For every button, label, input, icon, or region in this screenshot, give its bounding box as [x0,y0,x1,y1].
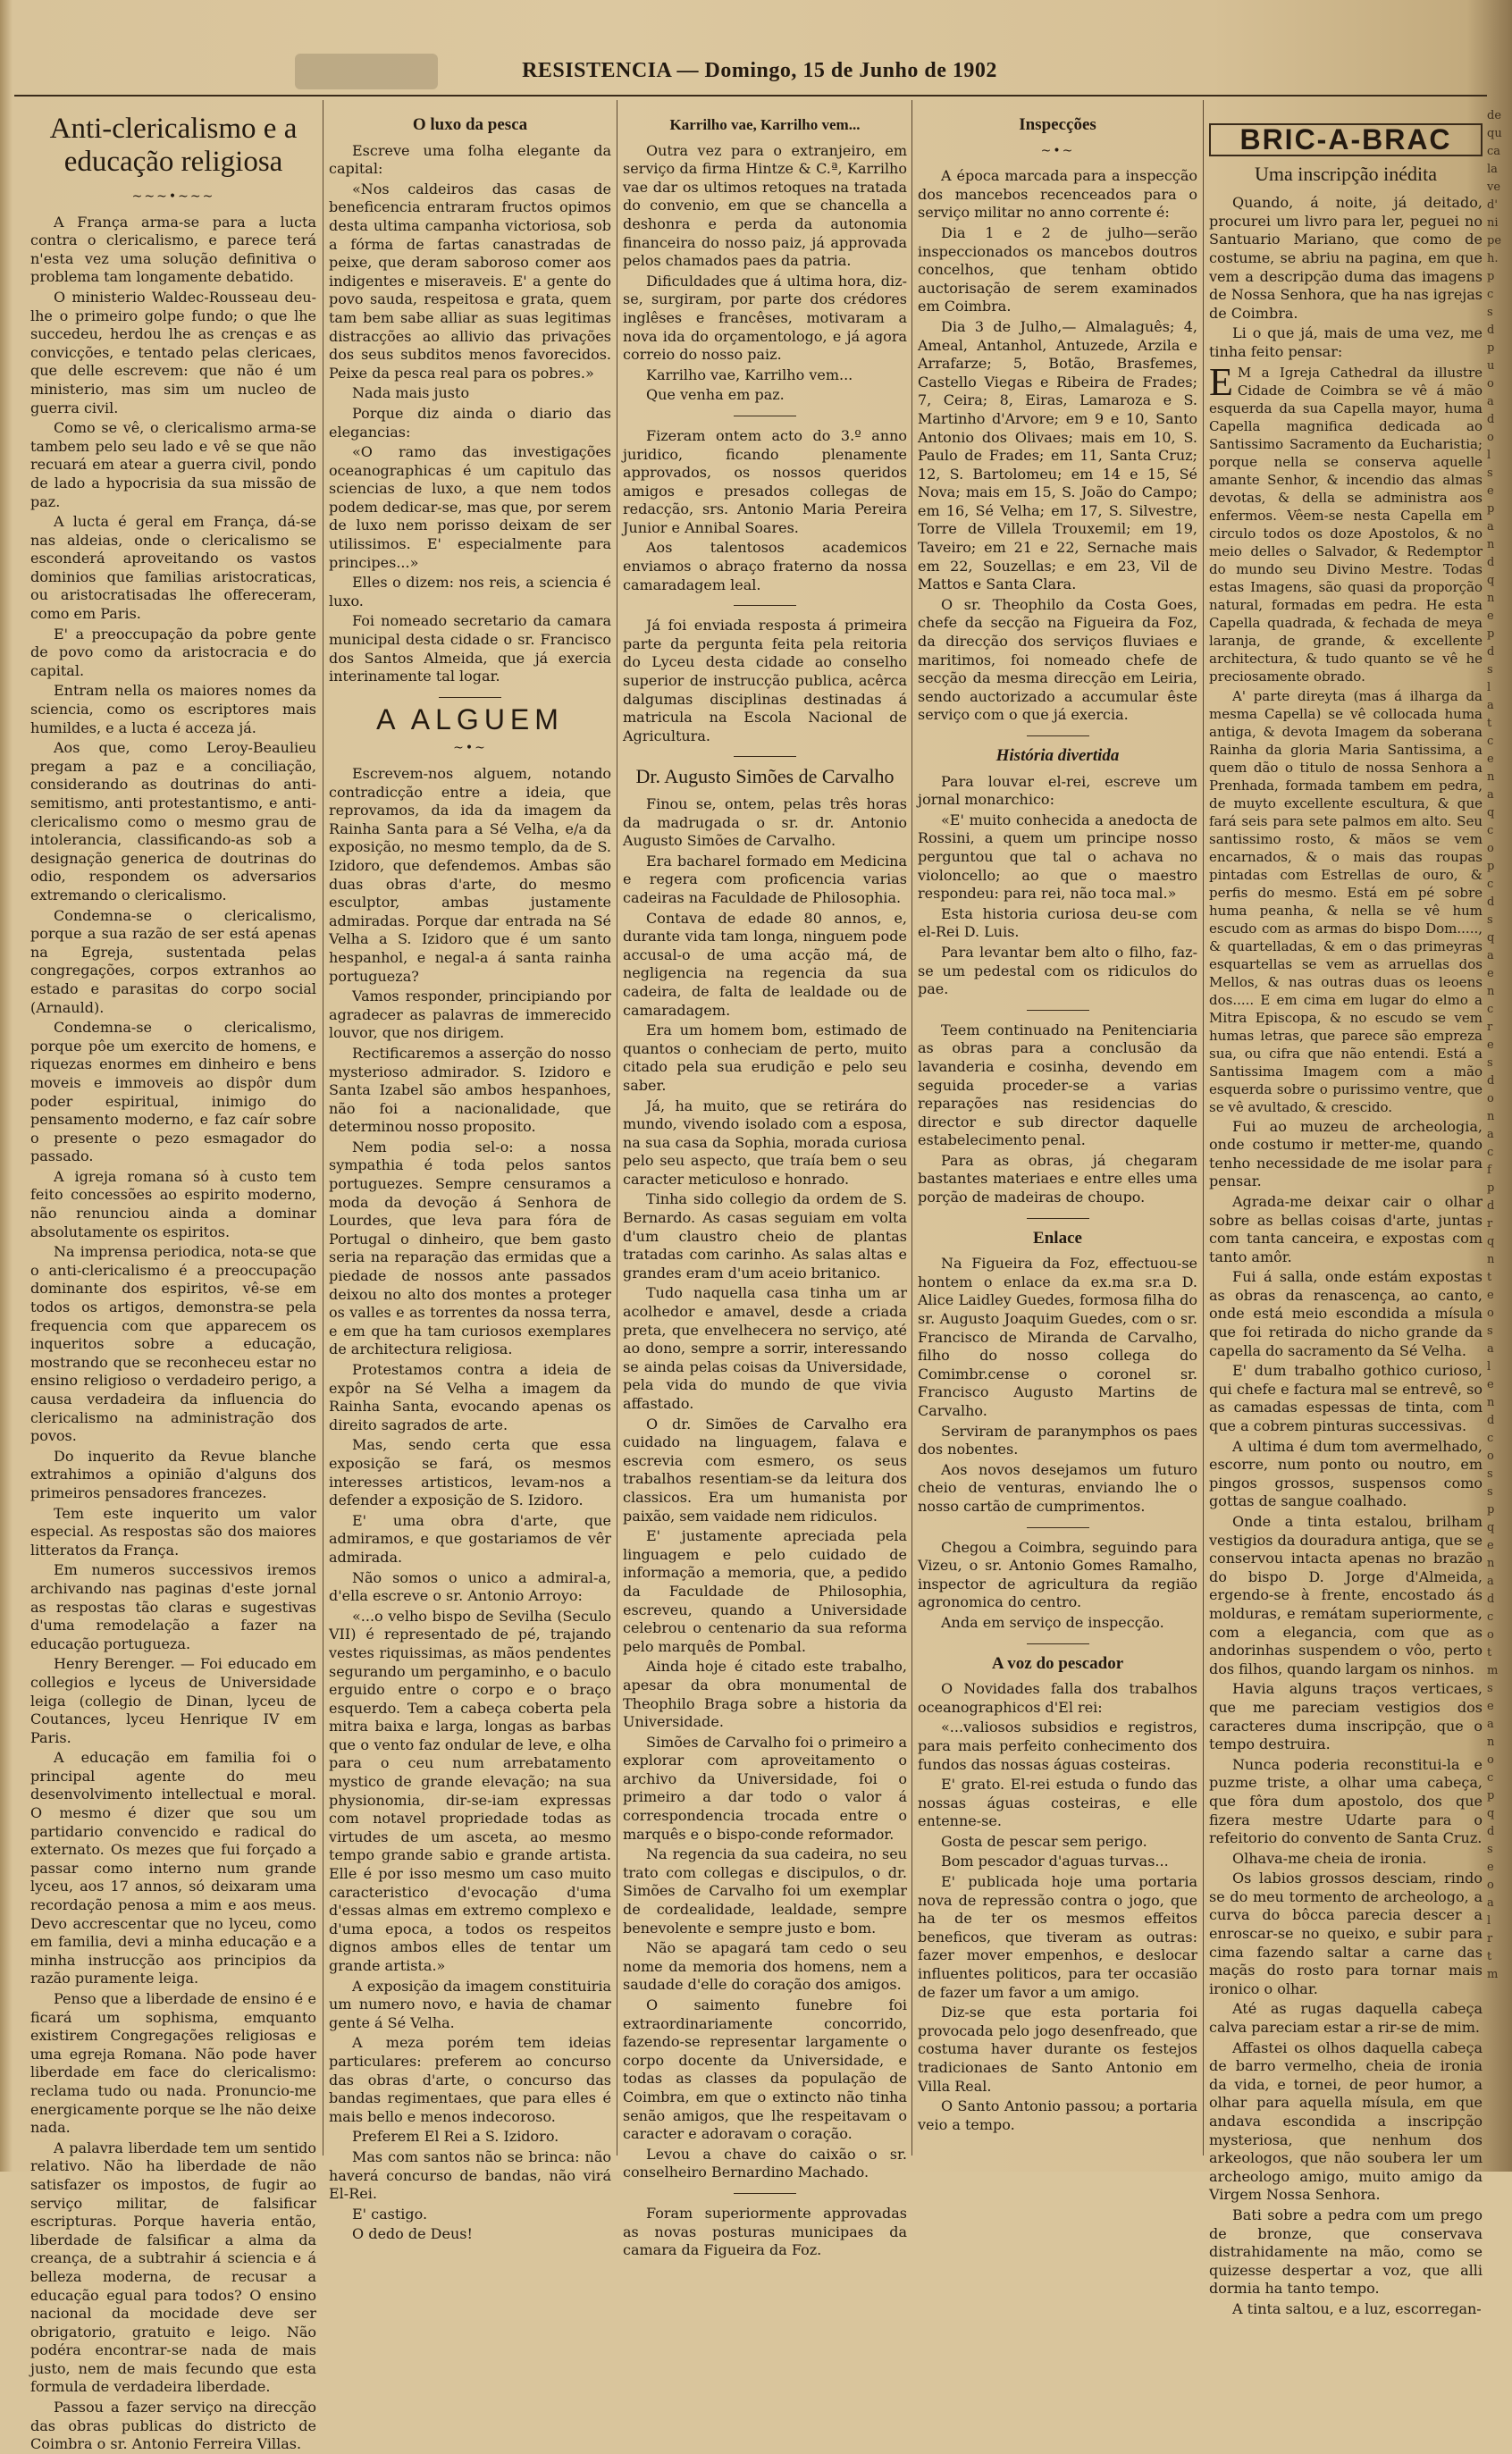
article-title: Enlace [1033,1228,1082,1248]
edge-fragment: d [1487,1414,1495,1427]
edge-fragment: o [1487,1753,1494,1767]
news-item-acto: Fizeram ontem acto do 3.º anno juridico, ficando plenamente approvados, os nossos queridos amigos e presados collegas de redacção, srs. Antonio Maria Pereira Junior e Annibal Soares. [623,426,907,536]
edge-fragment: qu [1487,127,1502,140]
edge-fragment: e [1487,1289,1494,1302]
paragraph: Rectificaremos a asserção do nosso mysterioso admirador. S. Izidoro e Santa Izabel são ambos hespanhoes, não foi a nacionalidade, que determinou nosso proposito. [329,1044,611,1136]
paragraph: «Nos caldeiros das casas de beneficencia entraram fructos opimos desta ultima campanha victoriosa, sob a fórma de fartas canastradas de peixe, que deram saboroso comer aos indigentes e miseraveis. E' a gente do povo sauda, respeitosa e grata, quem tam bem sabe alliar as suas legitimas distracções ao allivio das privações dos seus subditos menos favorecidos. Peixe da pesca real para os pobres.» [329,180,611,382]
edge-fragment: s [1487,1324,1493,1338]
column-bric-a-brac [1209,116,1483,2317]
edge-fragment: d [1487,645,1495,659]
edge-fragment: t [1487,1271,1492,1284]
paragraph: A palavra liberdade tem um sentido relativo. Não ha liberdade de não satisfazer os impostos, de fugir ao serviço militar, de falsificar escripturas. Porque haveria então, liberdade de falsificar a alma da creança, de a subtrahir á sciencia e á belleza moderna, de recusar a educação egual para todos? O ensino nacional da mocidade deve ser obrigatorio, gratuito e leigo. Não podéra encontrar-se nada de mais justo, nem de mais fecundo que esta formula de verdadeira liberdade. [30,2139,316,2396]
edge-fragment: c [1487,1146,1494,1159]
edge-fragment: e [1487,1378,1494,1391]
edge-fragment: t [1487,1950,1492,1963]
paragraph: E' justamente apreciada pela linguagem e pelo cuidado de informação a memoria, que, a pedido da Faculdade de Philosophia, escreveu, quando a Universidade celebrou o centenario da sua reforma pelo marquês de Pombal. [623,1527,907,1655]
news-item-penitenciaria: Teem continuado na Penitenciaria as obras para a conclusão da lavanderia e cosinha, devendo em seguida proceder-se a varias reparações nas residencias do director e sub director daquelle estabelecimento penal. [918,1021,1197,1149]
article-body [918,1680,1197,2134]
article-title: A voz do pescador [991,1653,1124,1673]
edge-fragment: o [1487,1092,1494,1105]
paragraph: O ministerio Waldec-Rousseau deu-lhe o primeiro golpe fundo; o que lhe succedeu, herdou lhe as crenças e as convicções, e tentado pelas clericaes, que delle escrevem: que não é um ministerio, mas sim um nucleo de guerra civil. [30,288,316,416]
quoted-passage-text: M a Igreja Cathedral da illustre Cidade de Coimbra se vê á mão esquerda da sua Capella mayor, huma Capella magnifica dedicada ao Santissimo Sacramento da Eucharistia; porque nella se conserva aquelle amante Senhor, & incendio das almas devotas, & della se administra aos enfermos. Vêem-se nesta Capella em circulo todos os doze Apostolos, & no meio delles o Salvador, & Redemptor do mundo seu Divino Mestre. Todas estas Imagens, são quasi da proporção natural, formadas em pedra. He esta Capella quadrada, & fechada de meya laranja, de grande, & excellente architectura, & tudo quanto se vê he preciosamente obrado. [1209,364,1483,685]
edge-fragment: ve [1487,181,1501,194]
edge-fragment: e [1487,484,1494,498]
quoted-passage [1209,359,1483,685]
edge-fragment: h. [1487,252,1499,265]
edge-fragment: d [1487,324,1495,337]
paragraph: E' a preoccupação da pobre gente de povo como da aristocracia e do capital. [30,625,316,679]
edge-fragment: o [1487,842,1494,855]
article-title-a-alguem: A ALGUEM [376,702,564,735]
paragraph: Outra vez para o extranjeiro, em serviço da firma Hintze & C.ª, Karrilho vae dar os ultimos retoques na tratada do convenio, em que se chancella a deshonra e perda da autonomia financeira do nosso paiz, já approvada pelos chamados paes da patria. [623,141,907,270]
edge-fragment: n [1487,592,1495,605]
edge-fragment: la [1487,163,1498,176]
quoted-passage-2: A' parte direyta (mas á ilharga da mesma Capella) se vê collocada huma antiga, & devota Imagem da soberana Rainha da gloria Maria Santissima, a quem dão o titulo de nossa Senhora a Prenhada, formada tambem em pedra, de muyto excellente escultura, & que fará seis para sete palmos em alto. Seu santissimo rosto, & mãos se vem encarnados, & o mais das roupas pintadas com Estrellas de ouro, & perfis do mesmo. Está em pé sobre huma peanha, & nella se vê hum escudo com as armas do bispo Dom....., & quartelladas, & em o das primeyras esquartellas se vem as arruellas dos Mellos, & nas outras duas os leoens dos..... E em cima em lugar do elmo a Mitra Episcopa, & no escudo se vem humas letras, que parece são empreza sua, ou cifra que não entendi. Está a Santissima Imagem com a mão esquerda sobre o purissimo ventre, que se vê avultado, & crescido. [1209,687,1483,1115]
edge-fragment: n [1487,1735,1495,1749]
edge-fragment: ca [1487,145,1501,158]
paragraph: Bom pescador d'aguas turvas... [941,1853,1169,1870]
edge-fragment: a [1487,520,1494,534]
article-title: Inspecções [1019,115,1096,134]
paragraph: Na regencia da sua cadeira, no seu trato com collegas e discipulos, o dr. Simões de Carvalho foi um exemplar de cordealidade, lealdade, sempre benevolente e sempre justo e bom. [623,1845,907,1937]
edge-fragment: n [1487,538,1495,551]
edge-fragment: s [1487,1485,1493,1499]
news-item-posturas: Foram superiormente approvadas as novas posturas municipaes da camara da Figueira da Foz. [623,2204,907,2259]
edge-fragment: c [1487,1771,1494,1785]
paragraph: Nem podia sel-o: a nossa sympathia é toda pelos santos portuguezes. Sempre censuramos a moda da devoção á Senhora de Lourdes, que leva para fóra de Portugal o dinheiro, que bem gasto seria na reparação das ermidas que a piedade de nossos ante passados deixou no alto dos montes a proteger os valles e as torrentes da nossa terra, e em que ha tam curiosos exemplares de architectura religiosa. [329,1138,611,1358]
paragraph: Vamos responder, principiando por agradecer as palavras de immerecido louvor, que nos dirigem. [329,987,611,1042]
separator [1027,735,1089,736]
edge-fragment: s [1487,913,1493,927]
edge-fragment: q [1487,806,1495,819]
paragraph: Onde a tinta estalou, brilham vestigios da douradura antiga, que se conservou intacta apenas no brazão do bispo D. Jorge d'Almeida, ergendo-se à frente, encostado ás molduras, e remátam superiormente, com a elegancia, com que as andorinhas suspendem o vôo, perto dos filhos, quando largam os ninhos. [1209,1513,1483,1677]
article-body [329,142,611,686]
edge-fragment: n [1487,985,1495,998]
edge-fragment: m [1487,1968,1499,1981]
paragraph: Protestamos contra a ideia de expôr na Sé Velha a imagem da Rainha Santa, evocando apenas os direito sagrados de arte. [329,1361,611,1433]
edge-fragment: de [1487,109,1502,122]
edge-fragment: d' [1487,198,1498,212]
paragraph: Bati sobre a pedra com um prego de bronze, que conservava distrahidamente na mão, como se quizesse despertar a voz, que alli dormia ha tanto tempo. [1209,2206,1483,2298]
edge-fragment: l [1487,449,1491,462]
edge-fragment: s [1487,1843,1493,1856]
edge-fragment: a [1487,1718,1494,1731]
edge-fragment: n [1487,1396,1495,1409]
paragraph: Tem este inquerito um valor especial. As respostas são dos maiores litteratos da França. [30,1504,316,1559]
paragraph: Na imprensa periodica, nota-se que o anti-clericalismo é a preoccupação dominante dos espiritos, vê-se em todos os artigos, demonstra-se pela frequencia com que apparecem os inqueritos sobre a educação, mostrando que se reconheceu estar no ensino religioso o verdadeiro perigo, a causa verdadeira da influencia do clericalismo na administração dos povos. [30,1243,316,1445]
paragraph: Para louvar el-rei, escreve um jornal monarchico: [918,772,1197,809]
article-intro [1209,194,1483,361]
edge-fragment: r [1487,1217,1493,1231]
paragraph: Quando, á noite, já deitado, procurei um livro para ler, peguei no Santuario Mariano, que como de costume, se abriu na pagina, em que vem a descripção duma das imagens de Nossa Senhora, que ha nas igrejas de Coimbra. [1209,194,1483,322]
news-item-acto-2: Aos talentosos academicos enviamos o abraço fraterno da nossa camaradagem leal. [623,539,907,593]
section-title: BRIC-A-BRAC [1209,123,1483,156]
paragraph: Que venha em paz. [646,386,785,404]
paragraph: Simões de Carvalho foi o primeiro a explorar com aproveitamento o archivo da Universidade, foi o primeiro a dar todo o valor á correspondencia trocada entre o marquês e o bispo-conde reformador. [623,1733,907,1843]
paragraph: Gosta de pescar sem perigo. [941,1832,1147,1850]
paragraph: Foi nomeado secretario da camara municipal desta cidade o sr. Francisco dos Santos Almeida, que já exercia interinamente tal logar. [329,612,611,685]
paragraph: Os labios grossos desciam, rindo se do meu tormento de archeologo, a curva do bôcca parecia descer a enroscar-se no queixo, e subir para cima fazendo saltar a carne das maçãs do rosto para tornar mais ironico o olhar. [1209,1870,1483,1997]
paragraph: A França arma-se para a lucta contra o clericalismo, e parece terá n'esta vez uma solução definitiva o problema tam longamente debatido. [30,213,316,286]
paragraph: Serviram de paranymphos os paes dos nobentes. [918,1422,1197,1458]
paragraph: Em numeros successivos iremos archivando nas paginas d'este jornal as respostas tão claras e sugestivas d'uma remodelação a fazer na educação portugueza. [30,1561,316,1652]
separator [734,605,796,606]
edge-fragment: a [1487,1128,1494,1141]
ornament-divider: ~•~ [1040,143,1075,158]
ornament-divider: ~~~•~~~ [131,189,215,204]
edge-fragment: e [1487,1539,1494,1552]
drop-cap: E [1209,359,1233,404]
edge-fragment: o [1487,1878,1494,1892]
paragraph: O Novidades falla dos trabalhos oceanographicos d'El rei: [918,1680,1197,1716]
paragraph: A ultima é dum tom avermelhado, escorre, num ponto ou noutro, em pingos grossos, suspensos como gottas de sangue coalhado. [1209,1437,1483,1510]
adjacent-page-edge [1487,107,1510,1984]
edge-fragment: a [1487,949,1494,962]
paragraph: Era bacharel formado em Medicina e regera com proficencia varias cadeiras na Faculdade de Philosophia. [623,852,907,906]
paragraph: O Santo Antonio passou; a portaria veio a tempo. [918,2097,1197,2133]
separator [1027,1218,1089,1219]
article-body [1209,1118,1483,2319]
paragraph: Escreve uma folha elegante da capital: [329,141,611,178]
column-divider [1203,100,1204,2156]
edge-fragment: c [1487,878,1494,891]
edge-fragment: e [1487,1038,1494,1052]
news-item-vizeu: Chegou a Coimbra, seguindo para Vizeu, o sr. Antonio Gomes Ramalho, inspector de agricultura da região agronomica do centro. [918,1538,1197,1611]
paragraph: Karrilho vae, Karrilho vem... [646,366,853,383]
edge-fragment: q [1487,1235,1495,1248]
separator [1027,1527,1089,1528]
edge-fragment: d [1487,413,1495,426]
paragraph: Dia 1 e 2 de julho—serão inspeccionados os mancebos doutros concelhos, que tenham obtido auctorisação de serem examinados em Coimbra. [918,223,1197,315]
edge-fragment: pe [1487,234,1502,248]
paragraph: Não somos o unico a admiral-a, d'ella escreve o sr. Antonio Arroyo: [329,1568,611,1605]
edge-fragment: s [1487,1056,1493,1070]
paragraph: A época marcada para a inspecção dos mancebos recenceados para o serviço militar no anno corrente é: [918,167,1197,222]
column-inspeccoes [918,107,1197,2154]
edge-fragment: d [1487,556,1495,569]
edge-fragment: ni [1487,216,1499,230]
edge-fragment: d [1487,1825,1495,1838]
paragraph: Mas, sendo certa que essa exposição se fará, os mesmos interesses artisticos, levam-nos a defender a exposição de S. Izidoro. [329,1436,611,1509]
edge-fragment: e [1487,752,1494,766]
paragraph: Elles o dizem: nos reis, a sciencia é luxo. [329,574,611,609]
edge-fragment: o [1487,1307,1494,1320]
paragraph: Affastei os olhos daquella cabeça de barro vermelho, cheia de ironia da vida, e tornei, de peor humor, a olhar para aquella mísula, em que andava escondida a inscripção mysteriosa, que nenhum dos arkeologos, que não soubera ler um archeologo amigo, muito amigo da Virgem Nossa Senhora. [1209,2038,1483,2204]
paragraph: Como se vê, o clericalismo arma-se tambem pelo seu lado e vê se que não recuará em atear a guerra civil, pondo de lado a hypocrisia da sua missão de paz. [30,419,316,510]
edge-fragment: q [1487,1521,1495,1534]
article-body [623,142,907,405]
paragraph: Nunca poderia reconstitui-la e puzme triste, a olhar uma cabeça, que fôra dum apostolo, dos que fizera mestre Udarte para o refeitorio do convento de Santa Cruz. [1209,1755,1483,1847]
edge-fragment: n [1487,1557,1495,1570]
paragraph: A lucta é geral em França, dá-se nas aldeias, onde o clericalismo se esconderá aproveitando os vastos dominios que familias aristocraticas, ou aristocratisadas lhe offereceram, como em Paris. [30,513,316,623]
paragraph: A tinta saltou, e a luz, escorregan- [1232,2299,1482,2317]
paragraph: Li o que já, mais de uma vez, me tinha feito pensar: [1209,324,1483,360]
edge-fragment: c [1487,1432,1494,1445]
paragraph: Não se apagará tam cedo o seu nome da memoria dos homens, nem a saudade d'elle do coração dos amigos. [623,1939,907,1994]
separator [1027,1643,1089,1644]
edge-fragment: t [1487,1646,1492,1660]
paragraph: E' publicada hoje uma portaria nova de repressão contra o jogo, que ha de ter os mesmos effeitos beneficos, que tiveram as outras: fazer mover empenhos, e deslocar influentes politicos, para ter occasião de fazer um favor a um amigo. [918,1873,1197,2001]
edge-fragment: a [1487,788,1494,802]
paragraph: Nada mais justo [352,384,470,402]
paragraph: O dr. Simões de Carvalho era cuidado na linguagem, falava e escrevia com esmero, os seus trabalhos resentiam-se da leitura dos classicos. Era um humanista por paixão, sem vaidade nem ridiculos. [623,1415,907,1525]
edge-fragment: r [1487,1932,1493,1946]
article-title: História divertida [995,746,1120,765]
edge-fragment: l [1487,681,1491,694]
paragraph: Até as rugas daquella cabeça calva pareciam estar a rir-se de mim. [1209,2000,1483,2037]
paragraph: Tudo naquella casa tinha um ar acolhedor e amavel, desde a criada preta, que envelhecera no serviço, até ao dono, sempre a sorrir, interessando se ainda pelas coisas da Universidade, pela vida do mundo de que vivia affastado. [623,1284,907,1412]
paragraph: Dia 3 de Julho,— Almalaguês; 4, Ameal, Antanhol, Antuzede, Arzila e Arrafarze; 5, Botão, Brasfemes, Castello Viegas e Ribeira de Frades; 7, Ceira; 8, Eiras, Lamaroza e S. Martinho d'Arvore; em 9 e 10, Santo Antonio dos Olivaes; mais em 10, S. Paulo de Frades; em 11, Santa Cruz; 12, S. Bartolomeu; em 14 e 15, Sé Nova; mais em 15, S. João do Campo; em 16, Sé Velha; em 17, S. Silvestre, Torre de Villela Trouxemil; em 19, Taveiro; em 21 e 22, Sernache mais em 22, Souzellas; e em 23, Vil de Mattos e Santa Clara. [918,317,1197,593]
column-karrilho [623,107,907,2259]
article-title: Karrilho vae, Karrilho vem... [669,116,861,133]
paragraph: Porque diz ainda o diario das elegancias: [329,404,611,441]
paragraph: Penso que a liberdade de ensino é e ficará um sophisma, emquanto existirem Congregações religiosas e uma egreja Romana. Não pode haver liberdade em face do clericalismo: reclama tudo ou nada. Pronuncio-me energicamente porque se lhe não deixe nada. [30,1990,316,2137]
edge-fragment: d [1487,1074,1495,1088]
obituary-title: Dr. Augusto Simões de Carvalho [635,765,895,788]
paragraph: Fui ao muzeu de archeologia, onde costumo ir metter-me, quando tenho necessidade de me isolar para pensar. [1209,1117,1483,1190]
edge-fragment: a [1487,1896,1494,1910]
edge-fragment: d [1487,1593,1495,1606]
article-body [918,1255,1197,1516]
edge-fragment: p [1487,502,1495,516]
edge-fragment: f [1487,1164,1491,1177]
paragraph: Escrevem-nos alguem, notando contradicção entre a ideia, que reprovamos, da ida da imagem da Rainha Santa para a Sé Velha, e/a da exposição, no mesmo templo, da de S. Izidoro, que defendemos. Ambas são duas obras d'arte, do mesmo esculptor, ambas justamente admiradas. Porque dar entrada na Sé Velha a S. Izidoro que é um santo hespanhol, e negal-a á santa rainha portugueza? [329,765,611,985]
paragraph: Henry Berenger. — Foi educado em collegios e lyceus de Universidade leiga (collegio de Dinan, lyceu de Coutances, lyceu Henrique IV em Paris. [30,1655,316,1746]
paragraph: Levou a chave do caixão o sr. conselheiro Bernardino Machado. [623,2145,907,2181]
edge-fragment: c [1487,1003,1494,1016]
edge-fragment: a [1487,1575,1494,1588]
separator [439,697,501,698]
edge-fragment: p [1487,341,1495,355]
ornament-divider: ~•~ [453,741,487,756]
paragraph: E' castigo. [352,2205,428,2223]
paragraph: Esta historia curiosa deu-se com el-Rei D. Luis. [918,904,1197,941]
edge-fragment: t [1487,717,1492,730]
edge-fragment: e [1487,609,1494,623]
separator [734,2193,796,2194]
paragraph: Na Figueira da Foz, effectuou-se hontem o enlace da ex.ma sr.a D. Alice Laidley Guedes, formosa filha do sr. Augusto Joaquim Guedes, com o sr. Francisco de Miranda de Carvalho, filho do nosso collega do Comimbr.cense o coronel sr. Francisco Augusto Martins de Carvalho. [918,1255,1197,1419]
paragraph: Passou a fazer serviço na direcção das obras publicas do districto de Coimbra o sr. Antonio Ferreira Villas. [30,2399,316,2453]
article-body [623,795,907,2182]
paragraph: E' dum trabalho gothico curioso, qui chefe e factura mal se entrevê, so as camadas espessas de tinta, com que a cobrem pinturas successivas. [1209,1362,1483,1435]
news-item-lyceu: Já foi enviada resposta á primeira parte da pergunta feita pela reitoria do Lyceu desta cidade ao conselho superior de instrucção publica, acêrca dalgumas disciplinas destinadas á matricula na Escola Nacional de Agricultura. [623,617,907,744]
edge-fragment: m [1487,1664,1499,1677]
paragraph: «E' muito conhecida a anedocta de Rossini, a quem um principe nosso perguntou que tal o achava no violoncello; ao que o maestro respondeu: para rei, não toca mal.» [918,811,1197,903]
edge-fragment: a [1487,699,1494,712]
paragraph: O dedo de Deus! [352,2225,473,2243]
edge-fragment: e [1487,1700,1494,1713]
edge-fragment: q [1487,1807,1495,1820]
paragraph: Para levantar bem alto o filho, faz-se um pedestal com os ridiculos do pae. [918,943,1197,998]
edge-fragment: s [1487,1682,1493,1695]
article-body [918,167,1197,725]
article-body [30,214,316,2454]
paragraph: Diz-se que esta portaria foi provocada pelo jogo desenfreado, que costuma haver durante os festejos tradicionaes de Santo Antonio em Villa Real. [918,2004,1197,2095]
edge-fragment: a [1487,395,1494,408]
column-divider [911,100,912,2156]
paragraph: Aos novos desejamos um futuro cheio de venturas, enviando lhe o nosso cartão de cumprimentos. [918,1460,1197,1515]
paragraph: Entram nella os maiores nomes da sciencia, como os escriptores mais humildes, e a lucta é acceza já. [30,682,316,736]
edge-fragment: s [1487,663,1493,677]
paragraph: Fui á salla, onde estám expostas as obras da renascença, ao canto, onde está meio escondida a mísula que foi retirada do nicho grande da capella do sacramento da Sé Velha. [1209,1268,1483,1359]
column-luxo-pesca [329,107,611,2243]
edge-fragment: o [1487,1628,1494,1642]
paragraph: «...valiosos subsidios e registros, para mais perfeito conhecimento dos fundos das nossas águas costeiras. [918,1719,1197,1773]
edge-fragment: p [1487,860,1495,873]
edge-fragment: o [1487,431,1494,444]
edge-fragment: r [1487,1021,1493,1034]
edge-fragment: s [1487,1467,1493,1481]
news-item-penitenciaria-2: Para as obras, já chegaram bastantes materiaes e entre elles uma porção de madeiras de choupo. [918,1151,1197,1206]
paragraph: «...o velho bispo de Sevilha (Seculo VII) é representado de pé, trajando vestes riquissimas, as mãos pendentes segurando um pergaminho, e o baculo erguido entre o corpo e o braço esquerdo. Tem a cabeça coberta pela mitra baixa e larga, longas as barbas que o vento faz ondular de leve, e olha para o ceu num arrebatamento mystico de grande elevação; na sua physionomia, dir-se-iam expressas com notavel propriedade todas as virtudes de um asceta, ao mesmo tempo grande sabio e grande artista. Elle é por isso mesmo um caso muito caracteristico d'evocação d'uma d'essas almas em extremo complexo e d'uma epoca, a todos os respeitos dignos ambos elles de tentar um grande artista.» [329,1607,611,1974]
edge-fragment: n [1487,1110,1495,1123]
paragraph: A igreja romana só à custo tem feito concessões ao espirito moderno, não renunciou ainda a dominar absolutamente os espiritos. [30,1167,316,1240]
article-body [918,773,1197,999]
edge-fragment: l [1487,1360,1491,1374]
paragraph: «O ramo das investigações oceanographicas é um capitulo das sciencias de luxo, a que nem todos podem dedicar-se, mas que, por serem de luxo nem porisso deixam de ser utilissimos. E' especialmente para principes...» [329,443,611,571]
edge-fragment: d [1487,895,1495,909]
column-anticlericalismo [30,107,316,2453]
paragraph: Aos que, como Leroy-Beaulieu pregam a paz e a conciliação, considerando as doutrinas do anti-semitismo, anti protestantismo, e anti-clericalismo como o mesmo grau de intolerancia, classificando-as sob a designação generica de doutrinas do odio, respondem os adversarios extremando o clericalismo. [30,739,316,903]
edge-fragment: q [1487,931,1495,945]
edge-fragment: a [1487,1342,1494,1356]
edge-fragment: n [1487,1253,1495,1266]
paragraph: Ainda hoje é citado este trabalho, apesar da obra monumental de Theophilo Braga sobre a historia da Universidade. [623,1658,907,1731]
paragraph: Olhava-me cheia de ironia. [1232,1849,1427,1867]
edge-fragment: e [1487,967,1494,980]
edge-fragment: u [1487,359,1495,373]
article-title: Anti-clericalismo e a educação religiosa [49,113,298,178]
paragraph: Mas com santos não se brinca: não haverá concurso de bandas, não virá El-Rei. [329,2147,611,2203]
article-body [329,765,611,2244]
paragraph: O saimento funebre foi extraordinariamente concorrido, fazendo-se representar largamente o corpo docente da Universidade, e todas as classes da população de Coimbra, em que o extincto não tinha senão amigos, que lhe respeitavam o caracter e adoravam o coração. [623,1996,907,2143]
edge-fragment: s [1487,466,1493,480]
paragraph: Contava de edade 80 annos, e, durante vida tam longa, ninguem pode accusal-o de uma acção má, de negligencia na regencia da sua cadeira, de falta de lealdade ou de camaradagem. [623,909,907,1019]
edge-fragment: l [1487,1914,1491,1928]
edge-fragment: s [1487,306,1493,319]
article-title: O luxo da pesca [412,115,528,134]
edge-fragment: p [1487,627,1495,641]
edge-fragment: p [1487,1789,1495,1803]
paragraph: Preferem El Rei a S. Izidoro. [352,2128,559,2146]
paragraph: Do inquerito da Revue blanche extrahimos a opinião d'alguns dos primeiros pensadores francezes. [30,1447,316,1501]
separator [734,756,796,757]
paragraph: A exposição da imagem constituiria um numero novo, e havia de chamar gente á Sé Velha. [329,1977,611,2031]
paragraph: Agrada-me deixar cair o olhar sobre as bellas coisas d'arte, juntas com tanta canceira, e expostas com tanto amôr. [1209,1192,1483,1265]
separator [1027,1010,1089,1011]
paragraph: O sr. Theophilo da Costa Goes, chefe da secção na Figueira da Foz, da direcção dos serviços fluviaes e maritimos, foi nomeado chefe de secção da mesma direcção em Leiria, sendo auctorizado a accumular êste serviço com o que já exercia. [918,595,1197,724]
edge-fragment: o [1487,377,1494,391]
paragraph: Havia alguns traços verticaes, que me pareciam vestigios dos caracteres duma inscripção, que o tempo destruira. [1209,1680,1483,1753]
article-subtitle: Uma inscripção inédita [1254,162,1438,185]
news-item-vizeu-2: Anda em serviço de inspecção. [941,1613,1164,1631]
paragraph: Tinha sido collegio da ordem de S. Bernardo. As casas seguiam em volta d'um claustro cheio de plantas tratadas com carinho. As salas altas e grandes eram d'um aceio britanico. [623,1190,907,1282]
paragraph: A educação em familia foi o principal agente do meu desenvolvimento intellectual e moral. O mesmo é dizer que sou um partidario convencido e radical do externato. Os mezes que fui forçado a passar como interno num grande lyceu, aos 17 annos, só deixaram uma recordação penosa a mim e aos meus. Devo accrescentar que no lyceu, como em familia, devi a minha educação e a minha instrucção aos principios da razão puramente leiga. [30,1749,316,1988]
paragraph: Dificuldades que á ultima hora, diz-se, surgiram, por parte dos crédores inglêses e francêses, motivaram a nova ida do orçamentologo, e já agora correio do nosso paiz. [623,272,907,364]
paragraph: E' grato. El-rei estuda o fundo das nossas águas costeiras, e elle entenne-se. [918,1776,1197,1830]
paragraph: A meza porém tem ideias particulares: preferem ao concurso das obras d'arte, o concurso das bandas regimentaes, que para elles é mais bello e menos indecoroso. [329,2034,611,2125]
edge-fragment: p [1487,1181,1495,1195]
edge-fragment: p [1487,1503,1495,1517]
paragraph: Finou se, ontem, pelas três horas da madrugada o sr. dr. Antonio Augusto Simões de Carvalho. [623,795,907,850]
page-header: RESISTENCIA — Domingo, 15 de Junho de 1902 [522,59,997,82]
edge-fragment: c [1487,824,1494,837]
edge-fragment: e [1487,1861,1494,1874]
header-rule [14,95,1487,97]
paragraph: Era um homem bom, estimado de quantos o conheciam de perto, muito citado pela sua erudição e pelo seu saber. [623,1021,907,1094]
paragraph: E' uma obra d'arte, que admiramos, e que gostariamos de vêr admirada. [329,1511,611,1566]
edge-fragment: d [1487,1199,1495,1213]
paragraph: Condemna-se o clericalismo, porque pôe um exercito de homens, e riquezas enormes em dinheiro e bens moveis e immoveis ao dispôr dum poder espiritual, inimigo do pensamento moderno, e faz caír sobre o presente o pezo esmagador do passado. [30,1019,316,1165]
edge-fragment: p [1487,270,1495,283]
paragraph: Já, ha muito, que se retirára do mundo, vivendo isolado com a esposa, na sua casa da Sophia, morada curiosa pelo seu aspecto, que traía bem o seu caracter meticuloso e honrado. [623,1097,907,1188]
edge-fragment: n [1487,770,1495,784]
edge-fragment: c [1487,1610,1494,1624]
edge-fragment: c [1487,735,1494,748]
edge-fragment: o [1487,1450,1494,1463]
edge-fragment: c [1487,288,1494,301]
paragraph: Condemna-se o clericalismo, porque a sua razão de ser está apenas na Egreja, sustentada pelas congregações, corpos extranhos ao estado e parasitas do corpo social (Arnauld). [30,906,316,1016]
edge-fragment: q [1487,574,1495,587]
